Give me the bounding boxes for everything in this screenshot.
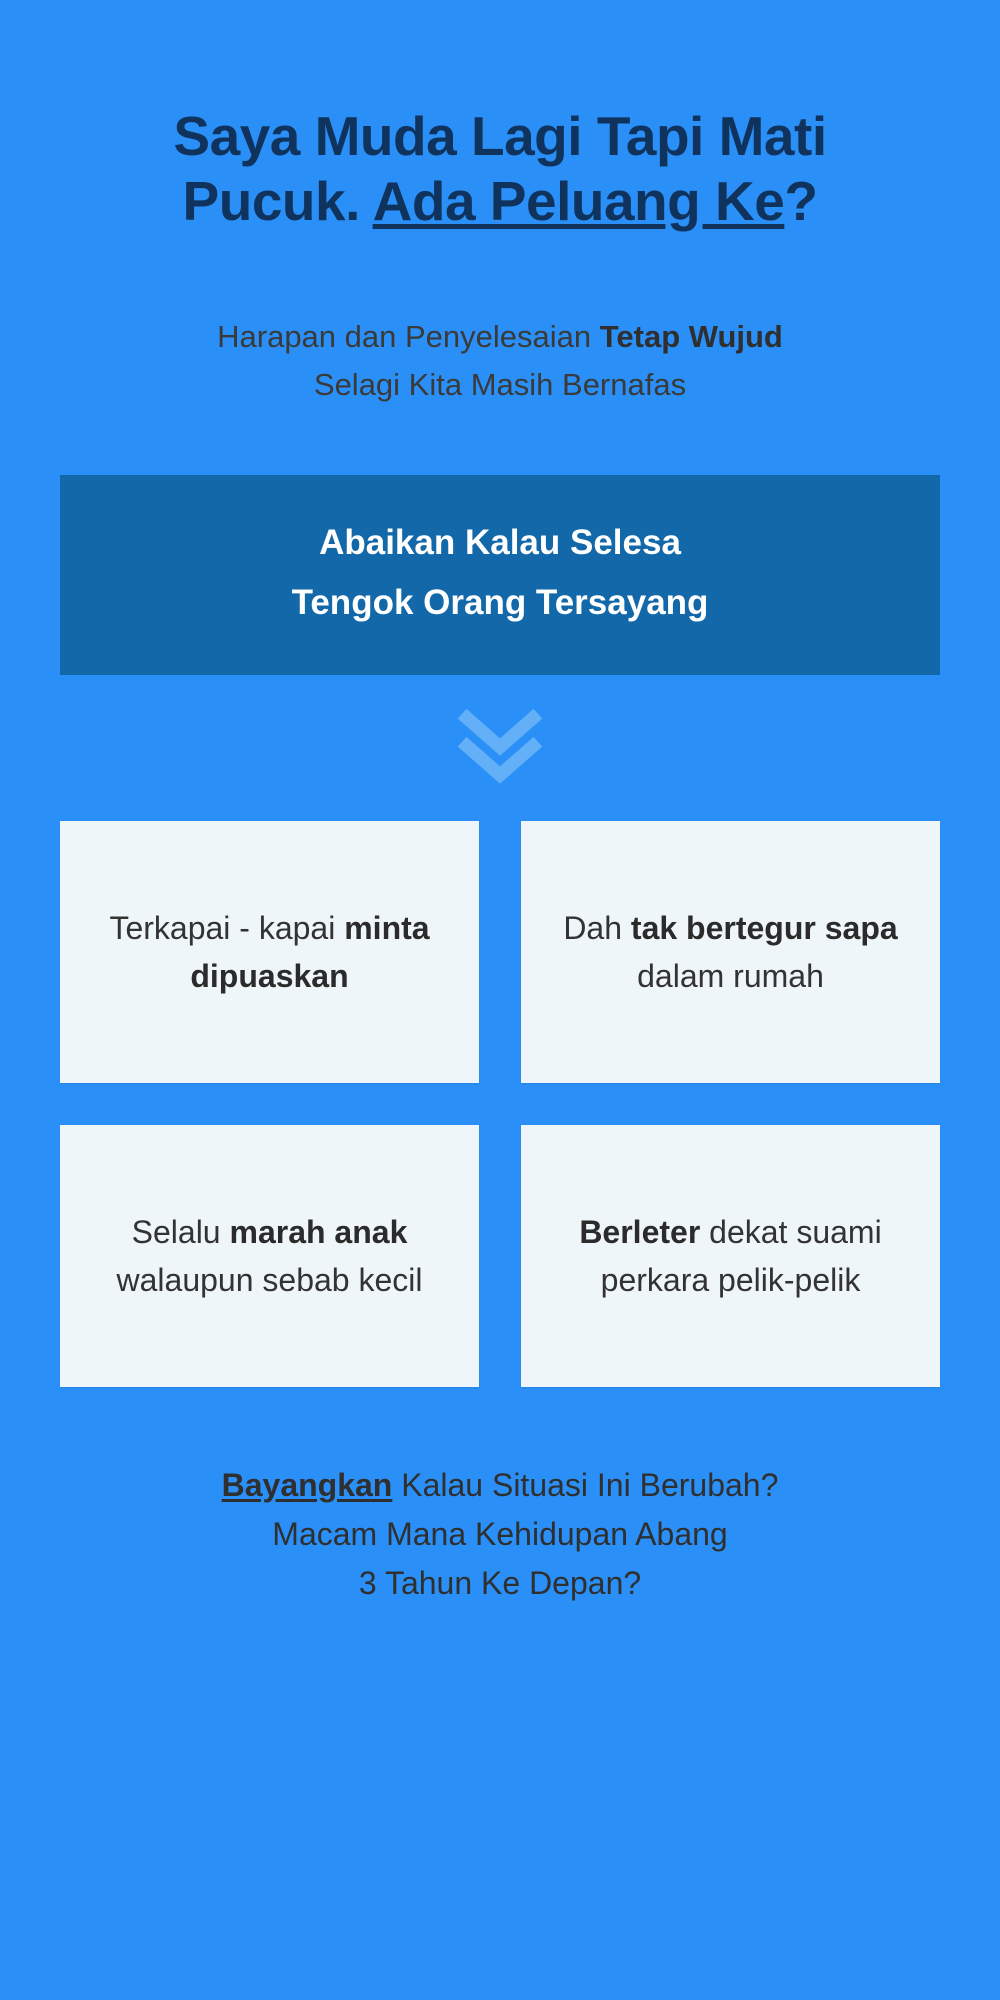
card-text-suffix: walaupun sebab kecil [116, 1262, 423, 1299]
subheading-line-2: Selagi Kita Masih Bernafas [313, 366, 687, 402]
headline-line-1: Saya Muda Lagi Tapi Mati [173, 105, 827, 167]
card-text-suffix: dekat suami perkara pelik-pelik [600, 1213, 882, 1299]
banner-line-2: Tengok Orang Tersayang [291, 583, 709, 623]
card-text-prefix: Selalu [131, 1213, 230, 1250]
footer-line-3: 3 Tahun Ke Depan? [358, 1564, 642, 1601]
headline-emphasis: Ada Peluang Ke [372, 170, 785, 233]
card-text-bold: Berleter [579, 1213, 701, 1250]
headline-line-2-suffix: ? [784, 170, 818, 233]
footer-question [60, 1387, 940, 1607]
footer-line-1-rest: Kalau Situasi Ini Berubah? [392, 1467, 779, 1504]
headline-line-2-prefix: Pucuk. [182, 170, 373, 233]
arrow-divider [60, 675, 940, 815]
card-text-bold: minta dipuaskan [190, 909, 430, 995]
callout-banner [60, 475, 940, 675]
footer-emphasis: Bayangkan [221, 1467, 393, 1504]
page-title [60, 0, 940, 235]
card-text-suffix: dalam rumah [637, 958, 824, 995]
card-berleter [521, 1125, 940, 1387]
card-text [547, 1208, 914, 1305]
footer-line-2: Macam Mana Kehidupan Abang [272, 1515, 728, 1552]
subheading-bold: Tetap Wujud [599, 318, 783, 354]
card-text-prefix: Dah [563, 909, 631, 946]
card-marah-anak [60, 1125, 479, 1387]
subheading-line-1-prefix: Harapan dan Penyelesaian [217, 318, 600, 354]
card-tak-bertegur [521, 821, 940, 1083]
subheading [60, 235, 940, 409]
double-chevron-down-icon [457, 702, 543, 788]
card-text [86, 904, 453, 1001]
banner-line-1: Abaikan Kalau Selesa [319, 522, 681, 562]
card-text [547, 904, 914, 1001]
card-text-bold: marah anak [229, 1213, 408, 1250]
card-text-bold: tak bertegur sapa [630, 909, 898, 946]
pain-point-grid [60, 821, 940, 1387]
card-text [86, 1208, 453, 1305]
card-terkapai [60, 821, 479, 1083]
card-text-prefix: Terkapai - kapai [109, 909, 345, 946]
